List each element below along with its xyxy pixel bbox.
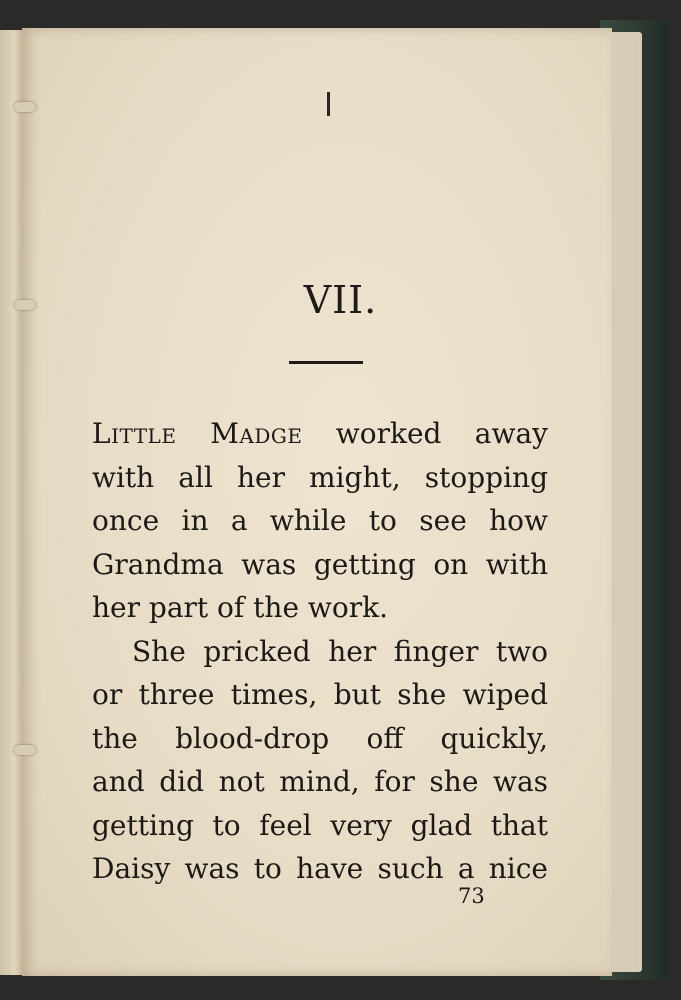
text-line: once in a while to see how xyxy=(92,504,548,537)
page-number: 73 xyxy=(458,884,485,908)
text-line: or three times, but she wiped xyxy=(92,678,548,711)
body-text xyxy=(92,412,548,891)
chapter-rule xyxy=(289,361,363,364)
text-line: She pricked her finger two xyxy=(132,634,548,668)
binding-stitch xyxy=(14,102,36,112)
text-line: Grandma was getting on with xyxy=(92,547,548,581)
lead-smallcaps: Little Madge xyxy=(92,417,303,450)
printer-mark xyxy=(327,92,330,116)
left-page-edge xyxy=(0,30,24,975)
text-line: her part of the work. xyxy=(92,591,388,624)
text-line: and did not mind, for she was xyxy=(92,765,548,798)
chapter-heading: VII. xyxy=(303,278,378,322)
text-line: Little Madge worked away xyxy=(92,417,548,450)
text-line: with all her might, stopping xyxy=(92,460,548,494)
text-line: getting to feel very glad that xyxy=(92,808,548,842)
text-line: the blood-drop off quickly, xyxy=(92,721,548,755)
binding-stitch xyxy=(14,745,36,755)
text-line: Daisy was to have such a nice xyxy=(92,852,548,885)
